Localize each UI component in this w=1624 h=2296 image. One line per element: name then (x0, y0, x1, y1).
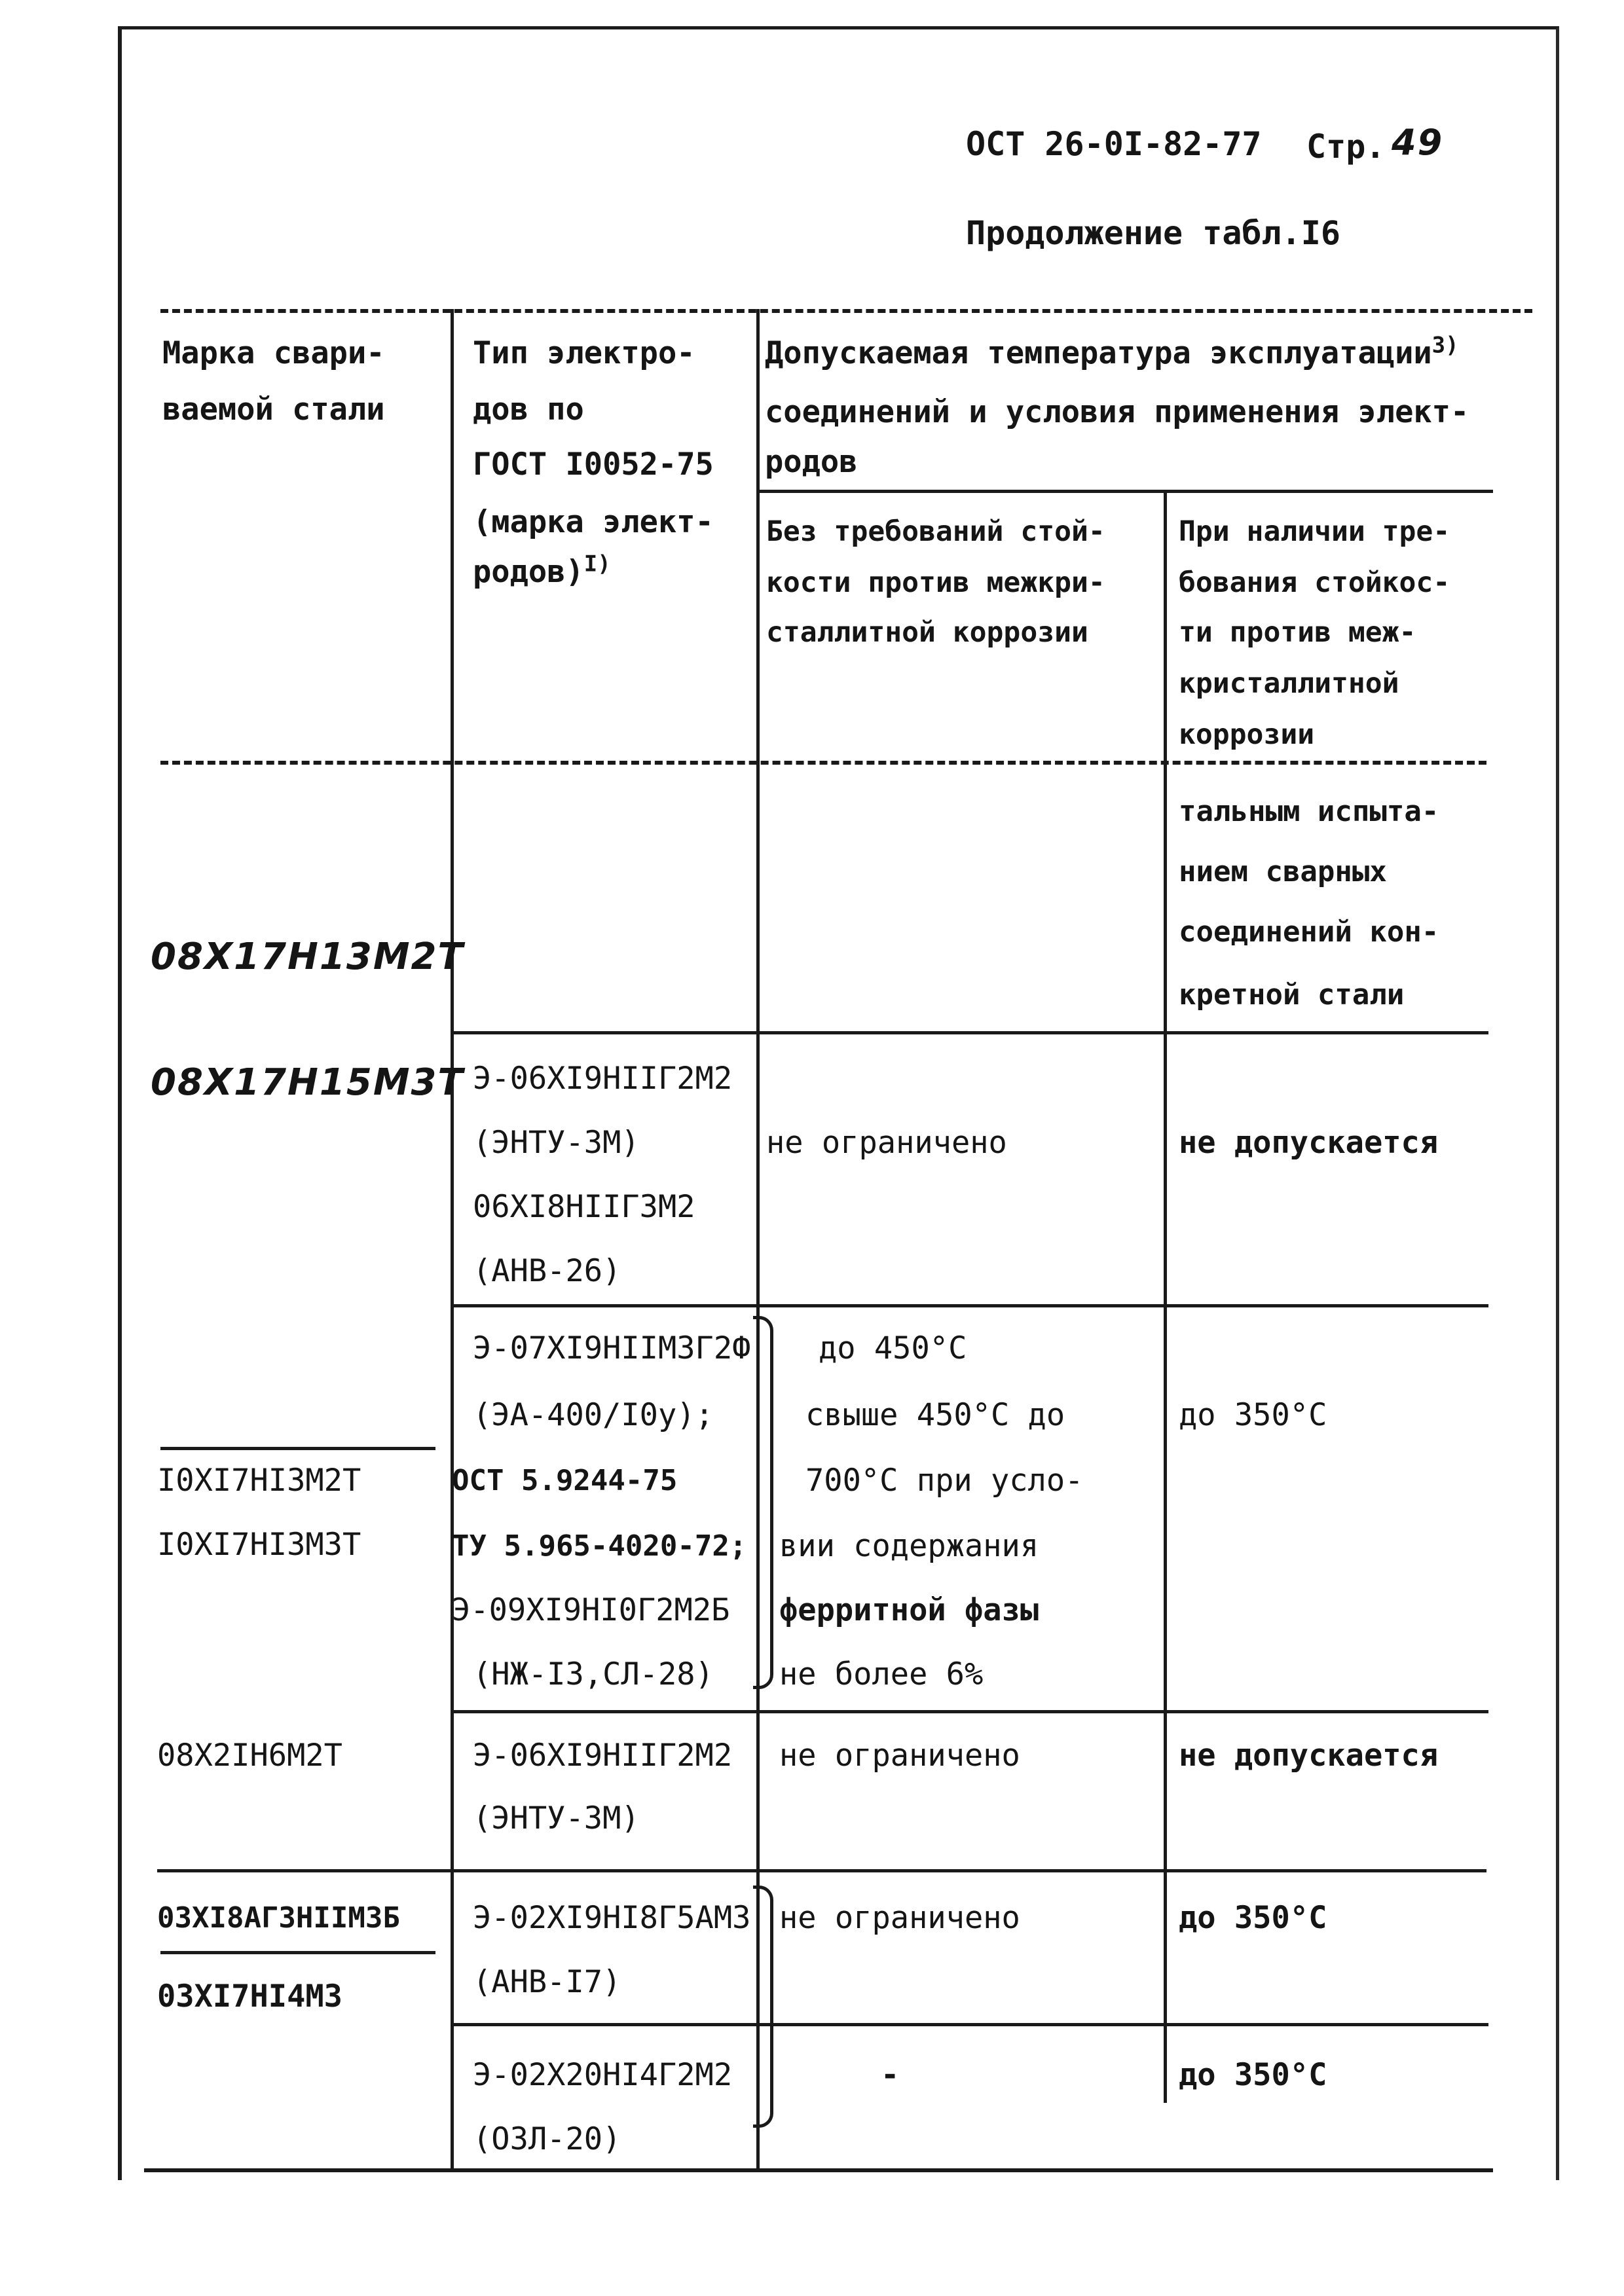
row2-electrode-1: Э-07XI9HIIM3Г2Ф (473, 1330, 751, 1366)
row4-steel-1: 03XI8АГ3HIIM3Б (157, 1901, 400, 1935)
row-rule-2 (454, 1304, 1488, 1307)
col-header-electrode-1: Тип электро- (473, 335, 695, 371)
continued-text-1: тальным испыта- (1179, 795, 1439, 828)
row1-steel-2: 08X17H15M3T (151, 1061, 464, 1104)
col-header-steel-2: ваемой стали (162, 392, 385, 428)
footnote-1-marker: I) (583, 551, 611, 577)
col-header-with-req-5: коррозии (1179, 718, 1315, 751)
row2-electrode-4: ТУ 5.965-4020-72; (452, 1529, 747, 1563)
row-rule-1 (454, 1031, 1488, 1034)
table-bottom-rule (144, 2168, 1493, 2172)
col-header-with-req-1: При наличии тре- (1179, 515, 1450, 548)
row1-electrode-2: (ЭНТУ-3M) (473, 1125, 640, 1161)
row4-no-req: не ограничено (779, 1900, 1020, 1936)
row3-steel-1: 08X2IH6M2T (157, 1738, 342, 1774)
col-header-electrode-5-text: родов) (473, 554, 584, 590)
row1-electrode-3: 06XI8HIIГ3M2 (473, 1189, 695, 1225)
row2-no-req-3: 700°С при усло- (805, 1463, 1084, 1499)
row4-electrode-1: Э-02XI9HI8Г5АM3 (473, 1900, 751, 1936)
col-header-electrode-3: ГОСТ I0052-75 (473, 446, 714, 483)
continued-text-2: нием сварных (1179, 855, 1387, 888)
table-top-dashed-rule (160, 309, 1532, 313)
col-header-no-req-2: кости против межкри- (766, 566, 1105, 599)
row-rule-5 (454, 2023, 1488, 2026)
row-rule-4 (157, 1869, 1486, 1872)
col-header-electrode-4: (марка элект- (473, 504, 714, 540)
col-header-with-req-2: бования стойкос- (1179, 566, 1450, 599)
col-header-steel-1: Марка свари- (162, 335, 385, 371)
row4-steel-2: 03XI7HI4M3 (157, 1978, 342, 2014)
header-sub-rule (760, 490, 1493, 493)
row4-steel-rule (160, 1951, 435, 1954)
col-header-no-req-3: сталлитной коррозии (766, 616, 1088, 649)
row2-with-req: до 350°С (1179, 1397, 1327, 1433)
row1-steel-1: 08X17H13M2T (151, 936, 464, 978)
row1-with-req: не допускается (1179, 1125, 1439, 1161)
row2-electrode-5: Э-09XI9HI0Г2M2Б (452, 1592, 730, 1628)
col-header-with-req-4: кристаллитной (1179, 667, 1399, 700)
header-bottom-dashed-rule (160, 761, 1486, 765)
col-header-electrode-5 (473, 553, 611, 592)
row1-no-req: не ограничено (766, 1125, 1007, 1161)
row2-no-req-6: не более 6% (779, 1656, 984, 1692)
row3-electrode-2: (ЭНТУ-3M) (473, 1800, 640, 1836)
row2-no-req-4: вии содержания (779, 1528, 1039, 1564)
footnote-3-marker: 3) (1431, 332, 1459, 359)
row2-electrode-6: (НЖ-I3,СЛ-28) (473, 1656, 714, 1692)
col-header-temp-3: родов (765, 444, 858, 480)
row2-electrode-2: (ЭА-400/I0у); (473, 1397, 714, 1433)
row2-electrode-3: ОСТ 5.9244-75 (452, 1464, 678, 1497)
row2-no-req-5: ферритной фазы (779, 1592, 1039, 1628)
row2-no-req-1: до 450°С (819, 1330, 967, 1366)
col-header-temp-1 (765, 334, 1459, 373)
row2-steel-1: I0XI7HI3M2T (157, 1463, 361, 1499)
row4-with-req: до 350°С (1179, 1900, 1327, 1936)
table-continuation-title: Продолжение табл.I6 (966, 214, 1340, 252)
row2-steel-top-rule (160, 1447, 435, 1450)
page-number: 49 (1392, 122, 1444, 163)
row3-with-req: не допускается (1179, 1738, 1439, 1774)
row5-electrode-1: Э-02X20HI4Г2M2 (473, 2057, 733, 2093)
col-header-no-req-1: Без требований стой- (766, 515, 1105, 548)
row4-brace (753, 1886, 773, 2128)
continued-text-4: кретной стали (1179, 978, 1405, 1011)
row2-steel-2: I0XI7HI3M3T (157, 1527, 361, 1563)
row4-electrode-2: (АНВ-I7) (473, 1964, 621, 2000)
row5-with-req: до 350°С (1179, 2057, 1327, 2093)
row1-electrode-4: (АНВ-26) (473, 1253, 621, 1289)
row3-no-req: не ограничено (779, 1738, 1020, 1774)
row2-no-req-2: свыше 450°С до (805, 1397, 1065, 1433)
row5-electrode-2: (ОЗЛ-20) (473, 2121, 621, 2157)
column-rule-3 (1164, 492, 1167, 2103)
col-header-electrode-2: дов по (473, 392, 584, 428)
row2-brace (753, 1316, 773, 1689)
row1-electrode-1: Э-06XI9HIIГ2M2 (473, 1061, 733, 1097)
col-header-with-req-3: ти против меж- (1179, 616, 1416, 649)
row3-electrode-1: Э-06XI9HIIГ2M2 (473, 1738, 733, 1774)
col-header-temp-2: соединений и условия применения элект- (765, 394, 1469, 430)
row5-no-req: - (881, 2057, 900, 2093)
col-header-temp-1-text: Допускаемая температура эксплуатации (765, 335, 1432, 371)
row-rule-3 (454, 1710, 1488, 1713)
document-number: ОСТ 26-0I-82-77 (966, 125, 1262, 163)
column-rule-1 (451, 309, 454, 2168)
continued-text-3: соединений кон- (1179, 915, 1439, 949)
page-label: Стр. (1306, 128, 1386, 166)
